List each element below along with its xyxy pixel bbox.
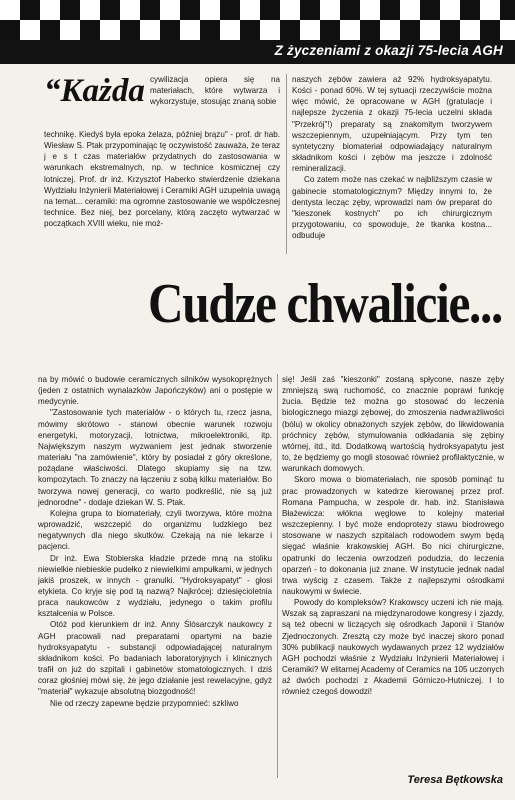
right-column-top (292, 74, 492, 241)
paragraph: "Zastosowanie tych materiałów - o których tu, rzecz jasna, mówimy skrótowo - stanowi obecnie warunek rozwoju energetyki, motoryzacji, lotnictwa, mikroelektroniki, itp. Największym naszym wyzwaniem jest jednak stworzenie materiału "na zamówienie", który by posiadał z góry określone, pożądane właściwości. Dlatego skupiamy się na tzw. kompozytach. To znaczy na łączeniu z sobą kilku materiałów. Bo tworzywa nowej generacji, co warto podkreślić, nie są już jednorodne" - dodaje dziekan W. S. Ptak. (38, 408, 272, 507)
checkerboard-banner (0, 0, 515, 40)
paragraph: Co zatem może nas czekać w najbliższym czasie w gabinecie stomatologicznym? Między innymi to, że dentysta lecząc zęby, wprowadzi nam ów preparat do "kieszonek kostnych" po ich chirurgicznym przygotowaniu, co spowoduje, że tkanka kostna... odbuduje (292, 175, 492, 241)
column-rule-top (286, 74, 287, 254)
byline: Teresa Bętkowska (407, 774, 503, 786)
paragraph: Kolejna grupa to biomateriały, czyli tworzywa, które można wprowadzić, wszczepić do organizmu ludzkiego bez negatywnych dla niego skutków. Czekają na nie lekarze i pacjenci. (38, 508, 272, 552)
intro-column-top (150, 74, 280, 107)
right-column-bottom (282, 374, 504, 698)
intro-column (44, 129, 280, 229)
paragraph: Powody do kompleksów? Krakowscy uczeni ich nie mają. Wszak są zapraszani na międzynarodowe kongresy i zjazdy, są też obecni w liczących się ośrodkach Japonii i Stanów Zjednoczonych. Zresztą czy może być inaczej skoro ponad 30% publikacji naukowych wydawanych przez 12 wydziałów AGH pochodzi właśnie z Wydziału Inżynierii Materiałowej i Ceramiki? W elitarnej Academy of Ceramics na 105 uczonych aż dwóch pochodzi z Akademii Górniczo-Hutniczej. I to również czegoś dowodzi! (282, 598, 504, 697)
left-column-bottom (38, 374, 272, 709)
paragraph: cywilizacja opiera się na materiałach, które wytwarza i wykorzystuje, stosując znaną sobie (150, 75, 280, 107)
paragraph: Skoro mowa o biomateriałach, nie sposób pominąć tu prac prowadzonych w katedrze kierowanej przez prof. Romana Pampucha, w zespole dr. hab. inż. Stanisława Błażewicza: włókna węglowe to kolejny materiał wszczepienny. I być może endoprotezy stawu biodrowego stosowane w naszych szpitalach rodowodem swym będą sięgać właśnie krakowskiej AGH. Bo nici chirurgiczne, opatrunki do leczenia owrzodzeń podudzia, do leczenia oparzeń - to dokonania już znane. W instytucie jednak nadal trwa wyścig z czasem. Także z najlepszymi ośrodkami naukowymi w świecie. (282, 475, 504, 596)
paragraph: Dr inż. Ewa Stobierska kładzie przede mną na stoliku niewielkie niebieskie pudełko z niewielkimi ampułkami, w jednych jakiś proszek, w innych - granulki. "Hydroksyapatyt" - głosi etykieta. Co kryje się pod tą nazwą? Najkrócej: dziesięcioletnia praca naukowców z wydziału, jedynego o takim profilu kształcenia w Polsce. (38, 553, 272, 619)
paragraph: Nie od rzeczy zapewne będzie przypomnieć: szkliwo (50, 698, 239, 708)
paragraph: się! Jeśli zaś "kieszonki" zostaną spłycone, nasze zęby zmniejszą swą ruchomość, co znacznie poprawi funkcję żucia. Będzie też można go stosować do leczenia biologicznego miazgi zębowej, do zmoszenia nadwrażliwości (bólu) w okolicy obnażonych szyjek zębów, do likwidowania próchnicy zębów, stymulowania odkładania się zębiny wtórnej, itd., itd. Dodatkową wartością hydroksyapatytu jest to, że będziemy go mogli stosować również profilaktycznie, w warunkach domowych. (282, 375, 504, 474)
column-rule-bottom (277, 374, 278, 778)
paragraph: Otóż pod kierunkiem dr inż. Anny Ślósarczyk naukowcy z AGH pracowali nad preparatami opartymi na bazie hydroksyapatytu - substancji odpowiadającej naturalnym składnikom kości. Po badaniach laboratoryjnych i klinicznych trafił on już do szpitali i gabinetów stomatologicznych. I dziś coraz głośniej mówi się, że jego działanie jest rewelacyjne, gdyż "materiał" wykazuje absolutną biozgodność! (38, 620, 272, 697)
paragraph: technikę. Kiedyś była epoka żelaza, później brązu" - prof. dr hab. Wiesław S. Ptak przypominając tę oczywistość zauważa, że teraz j e s t czas materiałów przydatnych do zastosowania w warunkach ekstremalnych, np. w technice kosmicznej czy lotniczej. Prof. dr inż. Krzysztof Haberko stwierdzenie dziekana Wydziału Inżynierii Materiałowej i Ceramiki AGH uzupełnia uwagą na temat... ceramiki: ma ogromne zastosowanie we współczesnej technice. Bez niej, bez porcelany, którą zaczęto wytwarzać w początkach XVIII wieku, nie moż- (44, 130, 280, 229)
lead-word: “Każda (44, 73, 145, 109)
paragraph: naszych zębów zawiera aż 92% hydroksyapatytu. Kości - ponad 60%. W tej sytuacji rzeczywiście można więc mówić, że opracowane w AGH (gratulacje i najlepsze życzenia z okazji 75-lecia uczelni składa "Przekrój"!) preparaty są znakomitym tworzywem wszczepiennym, uzupełniającym. Przy tym ten syntetyczny biomateriał odpowiadający naturalnym składnikom kości i zębów ma jeszcze i zdolność remineralizacji. (292, 75, 492, 174)
kicker: Z życzeniami z okazji 75-lecia AGH (274, 43, 503, 58)
paragraph: na by mówić o budowie ceramicznych silników wysokoprężnych (jeden z ostatnich wynalazków Japończyków) ani o postępie w medycynie. (38, 375, 272, 407)
headline: Cudze chwalicie... (148, 273, 503, 335)
